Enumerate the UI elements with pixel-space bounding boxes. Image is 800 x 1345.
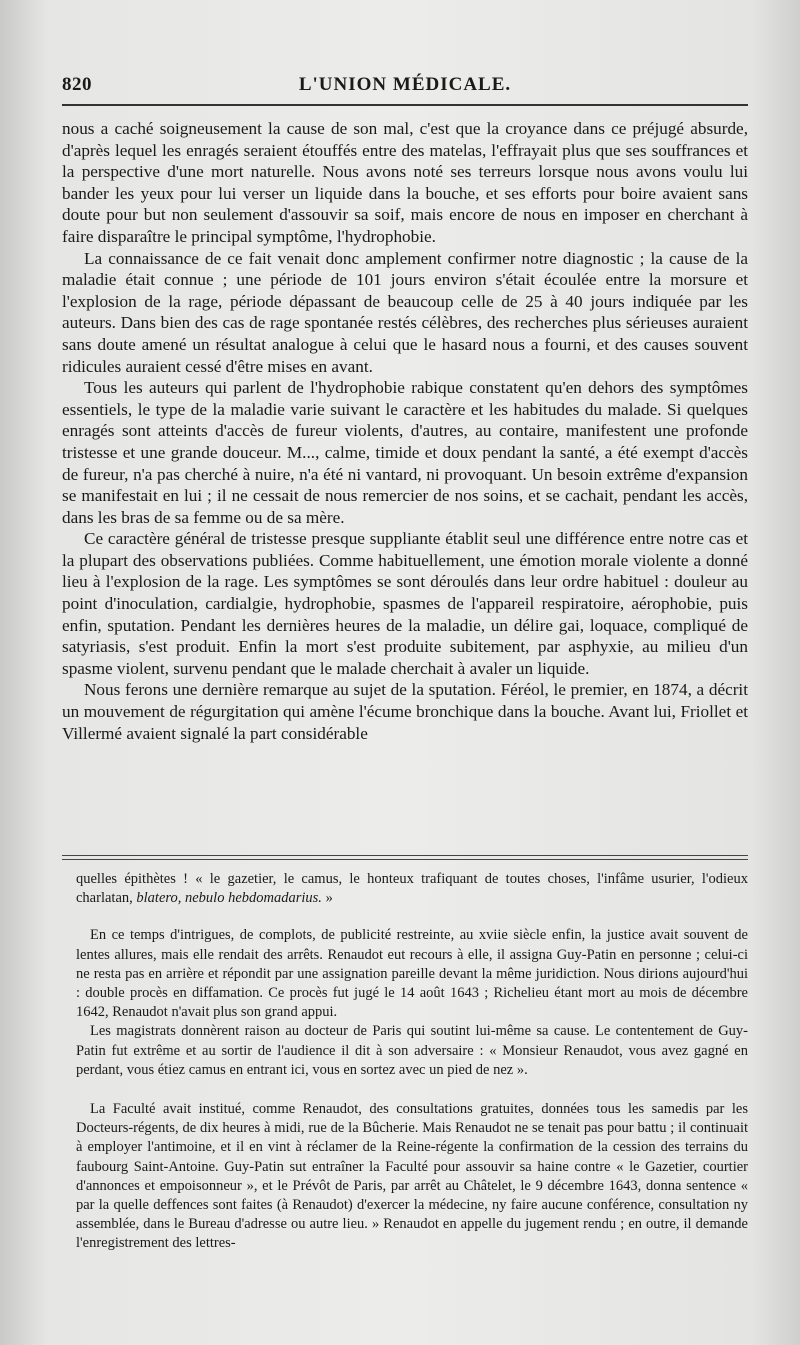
page-header [62, 74, 748, 104]
footnote-paragraph: La Faculté avait institué, comme Renaudot, des consultations gratuites, données tous les samedis par les Docteurs-régents, de dix heures à midi, rue de la Bûcherie. Mais Renaudot ne se tenait pas pour battu ; il continuait à employer l'antimoine, et il en vint à réclamer de la Reine-régente la confirmation de la cession des terrains du faubourg Saint-Antoine. Guy-Patin sut entraîner la Faculté pour assouvir sa haine contre « le Gazetier, courtier d'annonces et empoisonneur », et le Prévôt de Paris, par arrêt au Châtelet, le 9 décembre 1643, donna sentence « par la quelle deffences sont faites (à Renaudot) d'exercer la médecine, ny faire aucune conférence, consultation ny assemblée, dans le Bureau d'adresse ou autre lieu. » Renaudot en appelle du jugement rendu ; en outre, il demande l'enregistrement des lettres- [76, 1101, 748, 1252]
footnote-paragraph: Les magistrats donnèrent raison au docteur de Paris qui soutint lui-même sa cause. Le contentement de Guy-Patin fut extrême et au sortir de l'audience il dit à son adversaire : « Monsieur Renaudot, vous avez gagné en perdant, vous étiez camus en entrant ici, vous en sortez avec un pied de nez ». [76, 1023, 748, 1078]
paragraph: Tous les auteurs qui parlent de l'hydrophobie rabique constatent qu'en dehors des symptômes essentiels, le type de la maladie varie suivant le caractère et les habitudes du malade. Si quelques enragés sont atteints d'accès de fureur violents, d'autres, au contaire, manifestent une profonde tristesse et une grande douceur. M..., calme, timide et doux pendant la santé, a été exempt d'accès de fureur, n'a pas cherché à nuire, n'a été ni vantard, ni provoquant. Un besoin extrême d'expansion se manifestait en lui ; il ne cessait de nous remercier de nos soins, et se cachait, pendant les accès, dans les bras de sa femme ou de sa mère. [62, 378, 748, 527]
footnote-text: quelles épithètes ! « le gazetier, le camus, le honteux trafiquant de toutes choses, l'infâme usurier, l'odieux charlatan, [76, 871, 748, 907]
running-title: L'UNION MÉDICALE. [298, 74, 512, 95]
footnote-text-end: » [321, 890, 333, 907]
footnote-rule [62, 855, 748, 860]
paragraph: nous a caché soigneusement la cause de son mal, c'est que la croyance dans ce préjugé absurde, d'après lequel les enragés seraient étouffés entre des matelas, l'effrayait plus que ses souffrances et la perspective d'une mort naturelle. Nous avons noté ses terreurs lorsque nous avons voulu lui bander les yeux pour lui verser un liquide dans la bouche, et ses efforts pour boire avaient sans doute pour but non seulement d'assouvir sa soif, mais encore de nous en imposer en cherchant à faire disparaître le principal symptôme, l'hydrophobie. [62, 119, 748, 246]
header-rule [62, 104, 748, 106]
footnote-paragraph: En ce temps d'intrigues, de complots, de publicité restreinte, au xviie siècle enfin, la justice avait souvent de lentes allures, mais elle rendait des arrêts. Renaudot eut recours à elle, il assigna Guy-Patin en personne ; celui-ci ne resta pas en arrière et répondit par une assignation pareille devant la même juridiction. Nous dirions aujourd'hui : double procès en diffamation. Ce procès fut jugé le 14 août 1643 ; Richelieu étant mort au mois de décembre 1642, Renaudot n'avait plus son grand appui. [76, 927, 748, 1021]
paragraph: Ce caractère général de tristesse presque suppliante établit seul une différence entre notre cas et la plupart des observations publiées. Comme habituellement, une émotion morale violente a donné lieu à l'explosion de la rage. Les symptômes se sont déroulés dans leur ordre habituel : douleur au point d'inoculation, cardialgie, hydrophobie, spasmes de l'appareil respiratoire, aérophobie, puis enfin, sputation. Pendant les dernières heures de la maladie, un délire gai, loquace, compliqué de satyriasis, s'est produit. Enfin la mort s'est produite subitement, par asphyxie, au milieu d'un spasme violent, survenu pendant que le malade cherchait à avaler un liquide. [62, 529, 748, 678]
footnote-continuation [76, 870, 748, 908]
paragraph: La connaissance de ce fait venait donc amplement confirmer notre diagnostic ; la cause de la maladie était connue ; une période de 101 jours environ s'était écoulée entre la morsure et l'explosion de la rage, période dépassant de beaucoup celle de 25 à 40 jours indiquée par les auteurs. Dans bien des cas de rage spontanée restés célèbres, des recherches plus sérieuses auraient sans doute amené un résultat analogue à celui que le hasard nous a fourni, et des causes souvent ridicules auraient cessé d'être mises en avant. [62, 248, 748, 376]
footnotes [76, 870, 748, 1254]
page-number: 820 [62, 74, 92, 95]
main-text [62, 118, 748, 744]
footnote-italic-quote: blatero, nebulo hebdomadarius. [136, 890, 322, 907]
paragraph: Nous ferons une dernière remarque au sujet de la sputation. Féréol, le premier, en 1874, a décrit un mouvement de régurgitation qui amène l'écume bronchique dans la bouche. Avant lui, Friollet et Villermé avaient signalé la part considérable [62, 680, 748, 743]
